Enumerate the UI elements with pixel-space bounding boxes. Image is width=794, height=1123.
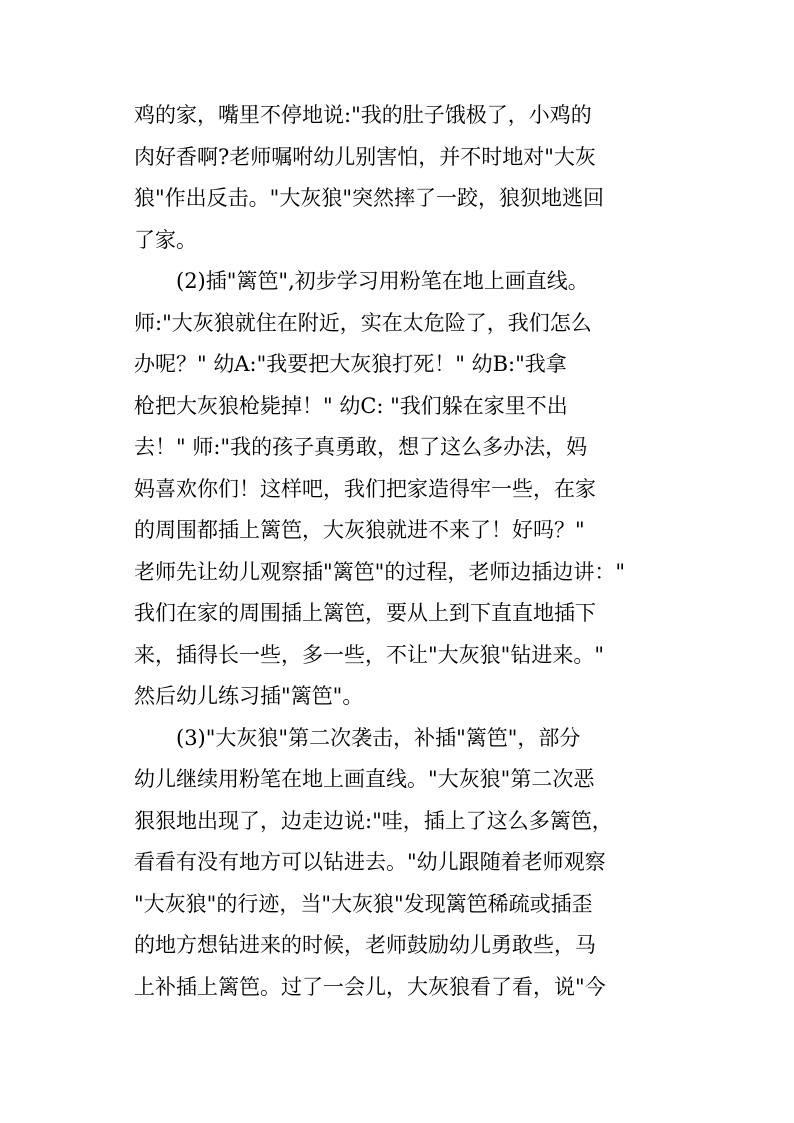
text-line: 妈喜欢你们！这样吧，我们把家造得牢一些，在家 bbox=[134, 476, 596, 501]
text-line: 师:"大灰狼就住在附近，实在太危险了，我们怎么 bbox=[134, 310, 592, 335]
text-line: 的地方想钻进来的时候，老师鼓励幼儿勇敢些，马 bbox=[134, 933, 596, 957]
body-text bbox=[134, 95, 674, 1008]
text-line: 看看有没有地方可以钻进去。"幼儿跟随着老师观察 bbox=[134, 850, 606, 874]
text-line: 的周围都插上篱笆，大灰狼就进不来了！好吗？" bbox=[134, 518, 585, 542]
paragraph-first-line: (3)"大灰狼"第二次袭击，补插"篱笆"，部分 bbox=[176, 725, 581, 750]
text-line: 办呢？" 幼A:"我要把大灰狼打死！" 幼B:"我拿 bbox=[134, 352, 567, 376]
text-line: 然后幼儿练习插"篱笆"。 bbox=[134, 684, 364, 708]
paragraph-first-line: (2)插"篱笆",初步学习用粉笔在地上画直线。 bbox=[176, 269, 589, 293]
text-line: 来，插得长一些，多一些，不让"大灰狼"钻进来。" bbox=[134, 642, 604, 667]
text-line: 狠狠地出现了，边走边说:"哇，插上了这么多篱笆， bbox=[134, 808, 613, 833]
text-line: 鸡的家，嘴里不停地说:"我的肚子饿极了，小鸡的 bbox=[134, 103, 592, 127]
text-line: 我们在家的周围插上篱笆，要从上到下直直地插下 bbox=[134, 601, 596, 625]
text-line: 上补插上篱笆。过了一会儿，大灰狼看了看，说"今 bbox=[134, 974, 606, 999]
text-line: 狼"作出反击。"大灰狼"突然摔了一跤，狼狈地逃回 bbox=[134, 186, 604, 210]
text-line: 老师先让幼儿观察插"篱笆"的过程，老师边插边讲：" bbox=[134, 559, 625, 584]
text-line: 去！" 师:"我的孩子真勇敢，想了这么多办法，妈 bbox=[134, 435, 588, 459]
text-line: "大灰狼"的行迹，当"大灰狼"发现篱笆稀疏或插歪 bbox=[134, 891, 593, 916]
text-line: 枪把大灰狼枪毙掉！" 幼C: "我们躲在家里不出 bbox=[134, 393, 568, 418]
text-line: 肉好香啊?老师嘱咐幼儿别害怕，并不时地对"大灰 bbox=[134, 144, 596, 169]
text-line: 幼儿继续用粉笔在地上画直线。"大灰狼"第二次恶 bbox=[134, 767, 595, 791]
text-line: 了家。 bbox=[134, 227, 197, 252]
